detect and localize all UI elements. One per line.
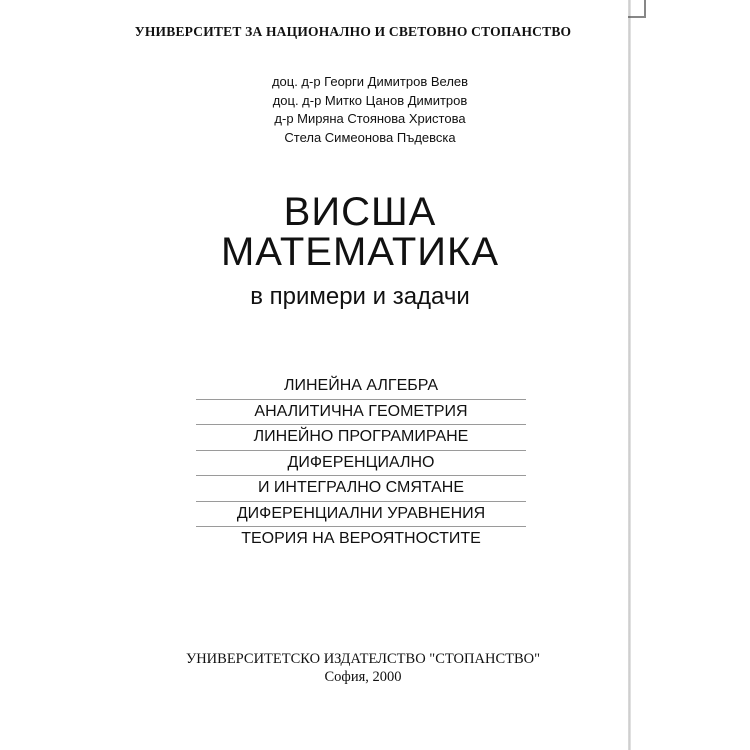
book-title-line-1: ВИСША — [283, 190, 437, 234]
topic-item: ЛИНЕЙНА АЛГЕБРА — [196, 374, 526, 400]
publication-place-year: София, 2000 — [324, 669, 402, 685]
topic-item: ТЕОРИЯ НА ВЕРОЯТНОСТИТЕ — [241, 530, 481, 547]
book-subtitle: в примери и задачи — [250, 283, 470, 310]
topic-item: И ИНТЕГРАЛНО СМЯТАНЕ — [196, 476, 526, 502]
topic-item: ДИФЕРЕНЦИАЛНИ УРАВНЕНИЯ — [196, 502, 526, 528]
author-name: доц. д-р Георги Димитров Велев — [271, 74, 469, 89]
author-name: Стела Симеонова Пъдевска — [284, 129, 456, 145]
topic-item: ЛИНЕЙНО ПРОГРАМИРАНЕ — [196, 425, 526, 451]
author-name: д-р Миряна Стоянова Христова — [274, 111, 466, 126]
author-name: доц. д-р Митко Цанов Димитров — [272, 92, 468, 108]
scan-corner-mark — [628, 0, 646, 18]
topic-item: АНАЛИТИЧНА ГЕОМЕТРИЯ — [196, 400, 526, 426]
authors-list — [220, 73, 520, 147]
university-name: УНИВЕРСИТЕТ ЗА НАЦИОНАЛНО И СВЕТОВНО СТОПАНСТВО — [134, 24, 572, 39]
topic-item: ДИФЕРЕНЦИАЛНО — [196, 451, 526, 477]
page-edge-shadow — [628, 0, 631, 750]
topics-list — [196, 374, 526, 552]
publisher-name: УНИВЕРСИТЕТСКО ИЗДАТЕЛСТВО "СТОПАНСТВО" — [185, 651, 541, 667]
book-title-line-2: МАТЕМАТИКА — [220, 230, 500, 274]
